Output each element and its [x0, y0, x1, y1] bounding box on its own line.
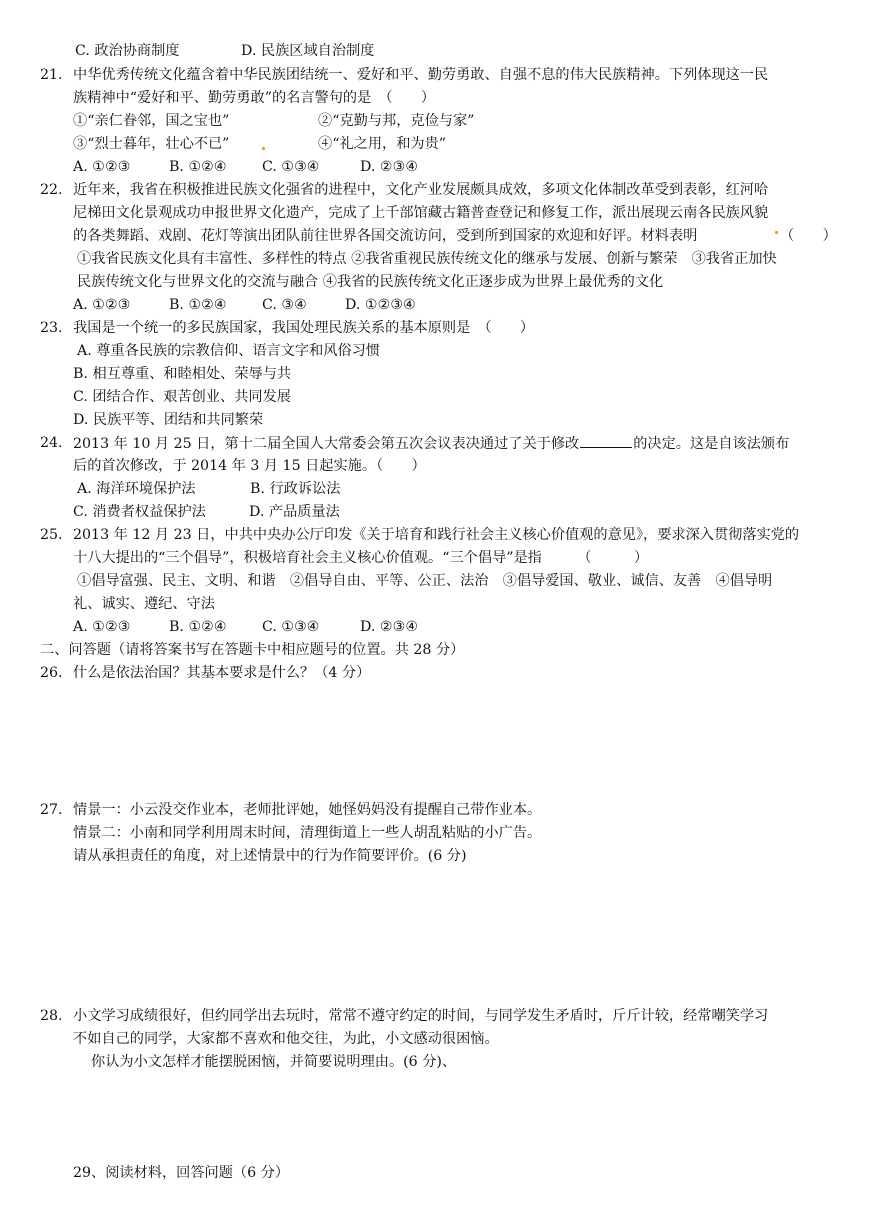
q28-ask: 你认为小文怎样才能摆脱困恼，并简要说明理由。(6 分)、	[91, 1054, 457, 1070]
q21-option-a: A. ①②③	[73, 159, 131, 175]
q25-option-b: B. ①②④	[169, 619, 227, 635]
q22-number: 22.	[40, 182, 63, 198]
q23-number: 23.	[40, 320, 63, 336]
q22-stem-line3: 的各类舞蹈、戏剧、花灯等演出团队前往世界各国交流访问，受到所到国家的欢迎和好评。材料表明	[73, 228, 698, 244]
q22-items-line2: 民族传统文化与世界文化的交流与融合 ④我省的民族传统文化正逐步成为世界上最优秀的文化	[77, 274, 664, 290]
q21-number: 21.	[40, 67, 63, 83]
q24-option-a: A. 海洋环境保护法	[77, 481, 196, 497]
section-heading: 二、问答题（请将答案书写在答题卡中相应题号的位置。共 28 分）	[40, 642, 465, 658]
q24-stem-part1: 2013 年 10 月 25 日，第十二届全国人大常委会第五次会议表决通过了关于修改	[73, 436, 580, 452]
q27-number: 27.	[40, 802, 63, 818]
q25-option-a: A. ①②③	[73, 619, 131, 635]
q23-option-d: D. 民族平等、团结和共同繁荣	[73, 412, 264, 428]
q22-option-a: A. ①②③	[73, 297, 131, 313]
q21-option-c: C. ①③④	[262, 159, 320, 175]
q28-stem-line1: 小文学习成绩很好，但约同学出去玩时，常常不遵守约定的时间，与同学发生矛盾时，斤斤计较，经常嘲笑学习	[73, 1008, 769, 1024]
q25-number: 25.	[40, 527, 63, 543]
q27-scene-1: 情景一：小云没交作业本，老师批评她，她怪妈妈没有提醒自己带作业本。	[73, 802, 542, 818]
q20-option-d: D. 民族区域自治制度	[241, 43, 375, 59]
q26-stem: 什么是依法治国？其基本要求是什么？（4 分）	[73, 665, 371, 681]
q22-option-b: B. ①②④	[169, 297, 227, 313]
q25-stem-line2: 十八大提出的“三个倡导”，积极培育社会主义核心价值观。“三个倡导”是指 （ ）	[73, 550, 649, 566]
q27-ask: 请从承担责任的角度，对上述情景中的行为作简要评价。(6 分)	[73, 848, 467, 864]
q23-option-a: A. 尊重各民族的宗教信仰、语言文字和风俗习惯	[77, 343, 381, 359]
q28-stem-line2: 不如自己的同学，大家都不喜欢和他交往，为此，小文感动很困恼。	[73, 1031, 499, 1047]
fill-in-blank	[580, 434, 632, 448]
q22-items-line1: ①我省民族文化具有丰富性、多样性的特点 ②我省重视民族传统文化的继承与发展、创新与繁荣 ③我省正加快	[77, 251, 777, 267]
q24-option-b: B. 行政诉讼法	[250, 481, 341, 497]
stray-mark	[262, 147, 265, 150]
q22-answer-paren: （ ）	[780, 228, 837, 244]
q20-option-c: C. 政治协商制度	[75, 43, 180, 59]
q21-item-2: ②“克勤与邦，克俭与家”	[318, 113, 475, 129]
q24-option-c: C. 消费者权益保护法	[73, 504, 206, 520]
q25-stem-line1: 2013 年 12 月 23 日，中共中央办公厅印发《关于培育和践行社会主义核心价值观的意见》，要求深入贯彻落实党的	[73, 527, 800, 543]
q25-items-line2: 礼、诚实、遵纪、守法	[73, 596, 215, 612]
q29-stem: 29、阅读材料，回答问题（6 分）	[73, 1165, 290, 1181]
q22-option-c: C. ③④	[262, 297, 307, 313]
q22-stem-line1: 近年来，我省在积极推进民族文化强省的进程中，文化产业发展颇具成效，多项文化体制改革受到表彰，红河哈	[73, 182, 769, 198]
q24-stem-line2: 后的首次修改，于 2014 年 3 月 15 日起实施。（ ）	[73, 458, 426, 474]
q23-option-b: B. 相互尊重、和睦相处、荣辱与共	[73, 366, 292, 382]
q21-option-d: D. ②③④	[360, 159, 419, 175]
q22-option-d: D. ①②③④	[345, 297, 416, 313]
q23-stem: 我国是一个统一的多民族国家，我国处理民族关系的基本原则是 （ ）	[73, 320, 535, 336]
q21-item-4: ④“礼之用，和为贵”	[318, 136, 447, 152]
q25-option-d: D. ②③④	[360, 619, 419, 635]
q21-option-b: B. ①②④	[169, 159, 227, 175]
q21-item-3: ③“烈士暮年，壮心不已”	[73, 136, 230, 152]
q21-item-1: ①“亲仁眷邻，国之宝也”	[73, 113, 230, 129]
q21-stem-line1: 中华优秀传统文化蕴含着中华民族团结统一、爱好和平、勤劳勇敢、自强不息的伟大民族精神。下列体现这一民	[73, 67, 769, 83]
q27-scene-2: 情景二：小南和同学利用周末时间，清理街道上一些人胡乱粘贴的小广告。	[73, 825, 542, 841]
q26-number: 26.	[40, 665, 63, 681]
q23-option-c: C. 团结合作、艰苦创业、共同发展	[73, 389, 291, 405]
stray-mark	[775, 231, 778, 234]
q25-option-c: C. ①③④	[262, 619, 320, 635]
q22-stem-line2: 尼梯田文化景观成功申报世界文化遗产，完成了上千部馆藏古籍普查登记和修复工作，派出展现云南各民族风貌	[73, 205, 769, 221]
q28-number: 28.	[40, 1008, 63, 1024]
q24-stem-part2: 的决定。这是自该法颁布	[633, 436, 790, 452]
q24-number: 24.	[40, 435, 63, 451]
q24-option-d: D. 产品质量法	[249, 504, 340, 520]
q24-stem-line1	[73, 434, 789, 453]
q21-stem-line2: 族精神中“爱好和平、勤劳勇敢”的名言警句的是 （ ）	[73, 90, 436, 106]
q25-items-line1: ①倡导富强、民主、文明、和谐 ②倡导自由、平等、公正、法治 ③倡导爱国、敬业、诚信、友善 ④倡导明	[77, 573, 773, 589]
